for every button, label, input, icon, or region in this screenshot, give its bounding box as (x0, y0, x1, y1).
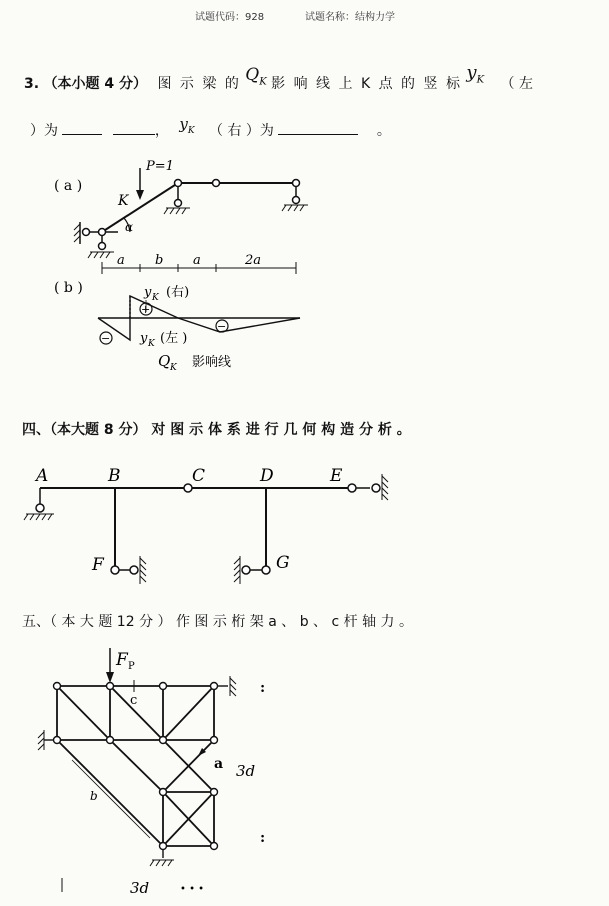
q3-points: （本小题 4 分） (43, 76, 148, 92)
q3-sep: ， (154, 123, 169, 139)
label-fp: F (116, 650, 128, 670)
dim-2a: 2a (245, 253, 262, 268)
label-yk-right-word: (右) (166, 285, 190, 300)
exam-code: 试题代码：928 (195, 12, 265, 23)
label-bar-a: a (214, 756, 224, 772)
label-a: A (36, 466, 49, 486)
label-g: G (276, 553, 290, 573)
label-yk-right-sub: K (152, 293, 159, 303)
label-b: B (108, 466, 121, 486)
colon-2: : (260, 830, 266, 846)
label-yk-right: y (144, 285, 152, 300)
label-c: C (192, 466, 206, 486)
label-yk-left-word: (左 ) (160, 331, 188, 346)
bar-b (57, 740, 163, 846)
label-fig-b: ( b ) (54, 280, 83, 296)
label-3d-horiz: 3d (130, 879, 150, 897)
caption-sub: K (170, 363, 177, 373)
q3-number: 3. (24, 76, 40, 92)
q3-qk: $Q_K$ (245, 65, 267, 88)
label-yk-left: y (140, 331, 148, 346)
dim-a1: a (117, 253, 125, 268)
minus-sign-right: − (217, 320, 227, 333)
label-3d-vert: 3d (236, 762, 256, 780)
dim-a2: a (193, 253, 201, 268)
q3-yk: $y_K$ (466, 62, 485, 86)
q3-end: 。 (376, 123, 391, 139)
label-fp-sub: P (128, 661, 135, 672)
caption-q: Q (158, 352, 171, 370)
q4-title: 四、（本大题 8 分） 对 图 示 体 系 进 行 几 何 构 造 分 析 。 (22, 422, 411, 438)
dim-b: b (155, 253, 164, 268)
label-bar-b: b (90, 789, 98, 803)
exam-name: 试题名称：结构力学 (305, 12, 395, 23)
trailing-dots: • • • (180, 884, 205, 895)
label-yk-left-sub: K (148, 339, 155, 349)
label-d: D (260, 466, 274, 486)
q5-title: 五、（ 本 大 题 12 分 ） 作 图 示 桁 架 a 、 b 、 c 杆 轴 力 。 (22, 614, 413, 630)
q3-right-text: （ 右 ）为 (209, 123, 274, 139)
plus-sign: + (141, 303, 151, 316)
label-e: E (330, 466, 343, 486)
label-fig-a: ( a ) (54, 178, 83, 194)
q3-line2-start: ）为 (30, 123, 58, 139)
label-bar-c: c (130, 693, 138, 708)
label-k: K (118, 193, 129, 209)
q3-text2: 影 响 线 上 K 点 的 竖 标 (271, 76, 462, 92)
q3-left-paren: （ 左 (500, 76, 533, 92)
q3-text1: 图 示 梁 的 (157, 76, 241, 92)
minus-sign-left: − (101, 332, 111, 345)
label-load: P=1 (146, 159, 174, 174)
colon-1: : (260, 680, 266, 696)
caption-text: 影响线 (192, 355, 232, 370)
label-angle: α (125, 220, 134, 234)
q3-yk2: $y_K$ (179, 115, 195, 136)
label-f: F (92, 555, 104, 575)
